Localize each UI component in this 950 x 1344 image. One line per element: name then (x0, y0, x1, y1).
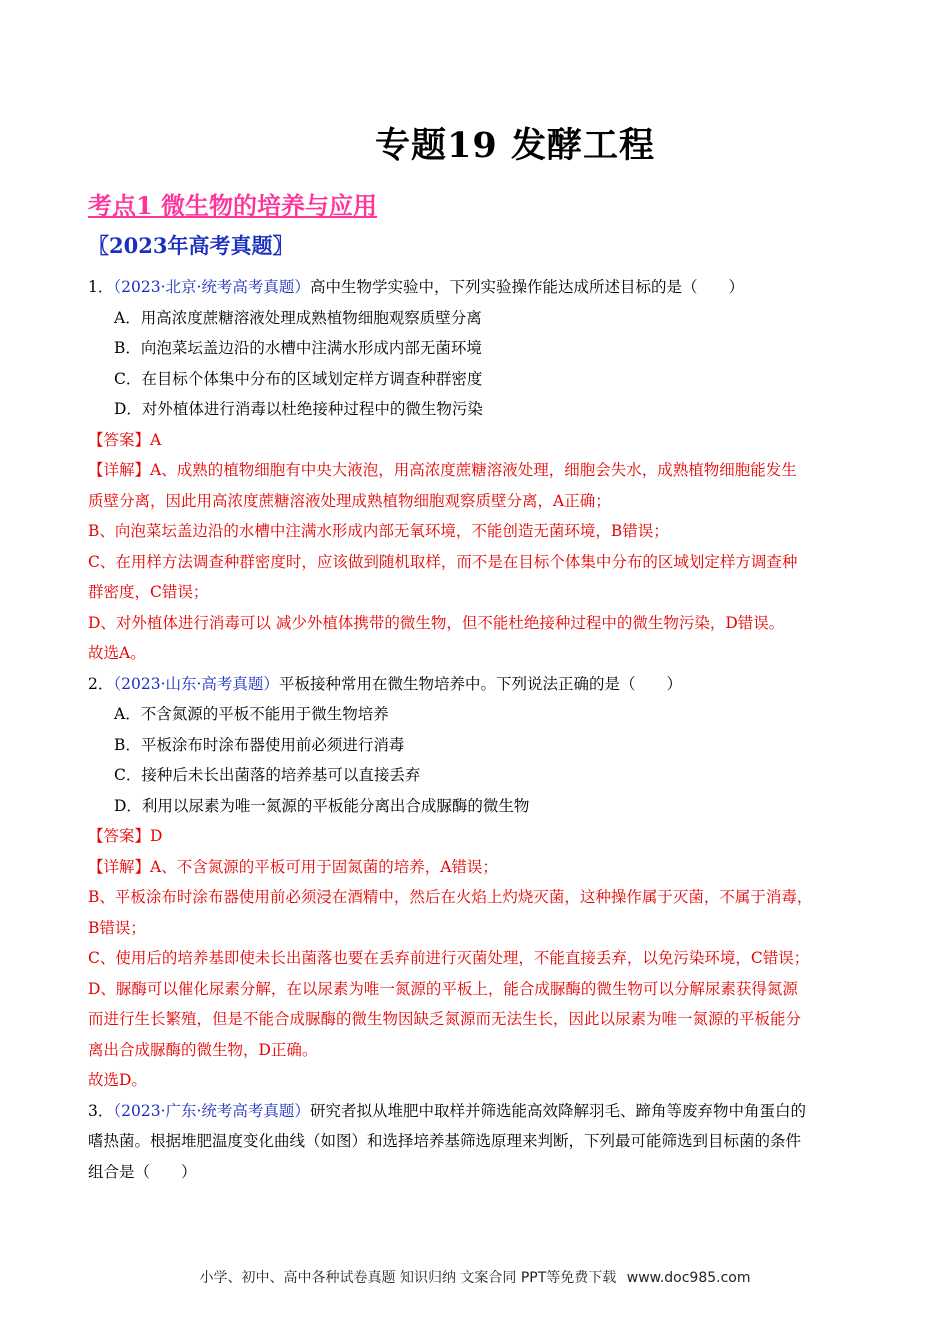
explanation-line: 离出合成脲酶的微生物，D正确。 (88, 1040, 318, 1059)
option-d: D．利用以尿素为唯一氮源的平板能分离出合成脲酶的微生物 (114, 796, 530, 815)
explanation-line: 质壁分离，因此用高浓度蔗糖溶液处理成熟植物细胞观察质壁分离，A正确； (88, 491, 611, 510)
answer: 【答案】D (88, 827, 163, 845)
question-3-stem-line: 嗜热菌。根据堆肥温度变化曲线（如图）和选择培养基筛选原理来判断，下列最可能筛选到目标菌的条件 (88, 1132, 802, 1150)
option-a: A．不含氮源的平板不能用于微生物培养 (114, 705, 389, 723)
explanation-line: B错误； (88, 918, 146, 937)
option-b: B．平板涂布时涂布器使用前必须进行消毒 (114, 735, 405, 754)
question-list (88, 272, 863, 1187)
option-c: C．接种后未长出菌落的培养基可以直接丢弃 (114, 766, 421, 784)
explanation-line: C、使用后的培养基即使未长出菌落也要在丢弃前进行灭菌处理，不能直接丢弃，以免污染环境，C错误； (88, 949, 810, 967)
explanation-line: 群密度，C错误； (88, 583, 209, 601)
year-heading: 〖2023年高考真题〗 (88, 233, 294, 258)
conclusion: 故选A。 (88, 644, 146, 662)
option-b: B．向泡菜坛盖边沿的水槽中注满水形成内部无菌环境 (114, 339, 482, 357)
explanation-line: 【详解】A、成熟的植物细胞有中央大液泡，用高浓度蔗糖溶液处理，细胞会失水，成熟植物细胞能发生 (88, 461, 797, 479)
question-2-stem: 2．（2023·山东·高考真题）平板接种常用在微生物培养中。下列说法正确的是（ ） (88, 674, 682, 693)
page-title: 专题19 发酵工程 (375, 125, 655, 166)
explanation-line: 而进行生长繁殖，但是不能合成脲酶的微生物因缺乏氮源而无法生长，因此以尿素为唯一氮源的平板能分 (88, 1010, 802, 1028)
conclusion: 故选D。 (88, 1071, 147, 1089)
footer-text: 小学、初中、高中各种试卷真题 知识归纳 文案合同 PPT等免费下载 (199, 1270, 617, 1286)
option-a: A．用高浓度蔗糖溶液处理成熟植物细胞观察质壁分离 (114, 308, 482, 327)
question-source: （2023·北京·统考高考真题） (113, 278, 310, 296)
question-source: （2023·广东·统考高考真题） (113, 1101, 310, 1120)
footer-site-link[interactable]: www.doc985.com (626, 1270, 751, 1286)
explanation-line: D、脲酶可以催化尿素分解，在以尿素为唯一氮源的平板上，能合成脲酶的微生物可以分解尿素获得氮源 (88, 979, 798, 998)
question-3-stem-line: 组合是（ ） (88, 1162, 197, 1181)
answer: 【答案】A (88, 430, 162, 449)
section-heading: 考点1 微生物的培养与应用 (88, 191, 378, 220)
explanation-line: D、对外植体进行消毒可以 减少外植体携带的微生物，但不能杜绝接种过程中的微生物污染，D错误。 (88, 613, 785, 632)
question-source: （2023·山东·高考真题） (113, 674, 279, 693)
explanation-line: C、在用样方法调查种群密度时，应该做到随机取样，而不是在目标个体集中分布的区域划定样方调查种 (88, 552, 798, 571)
option-d: D．对外植体进行消毒以杜绝接种过程中的微生物污染 (114, 400, 483, 418)
question-3-stem: 3．（2023·广东·统考高考真题）研究者拟从堆肥中取样并筛选能高效降解羽毛、蹄角等废弃物中角蛋白的 (88, 1101, 806, 1120)
page-footer (0, 1267, 950, 1287)
explanation-line: B、向泡菜坛盖边沿的水槽中注满水形成内部无氧环境，不能创造无菌环境，B错误； (88, 522, 669, 540)
question-1-stem: 1．（2023·北京·统考高考真题）高中生物学实验中，下列实验操作能达成所述目标的是（ ） (88, 278, 744, 296)
explanation-line: B、平板涂布时涂布器使用前必须浸在酒精中，然后在火焰上灼烧灭菌，这种操作属于灭菌，不属于消毒， (88, 888, 813, 906)
explanation-line: 【详解】A、不含氮源的平板可用于固氮菌的培养，A错误； (88, 857, 498, 876)
option-c: C．在目标个体集中分布的区域划定样方调查种群密度 (114, 369, 483, 388)
